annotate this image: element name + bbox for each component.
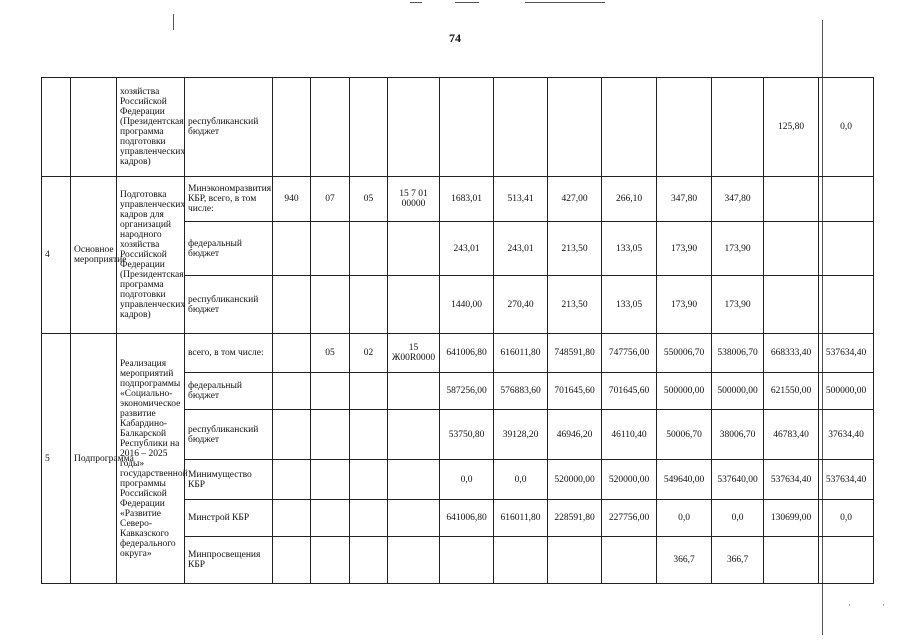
cell-value: 616011,80 [494, 500, 548, 537]
row-executor: республиканский бюджет [185, 78, 273, 177]
cell-value: 0,0 [819, 78, 874, 177]
cell-csr [388, 78, 440, 177]
cell-value: 46946,20 [548, 410, 602, 460]
cell-value: 0,0 [440, 460, 494, 500]
cell-value: 537634,40 [764, 460, 819, 500]
row-executor: федеральный бюджет [185, 222, 273, 276]
cell-value [819, 276, 874, 334]
cell-value [494, 78, 548, 177]
row-executor: республиканский бюджет [185, 410, 273, 460]
cell-value: 748591,80 [548, 334, 602, 373]
cell-value: 37634,40 [819, 410, 874, 460]
cell-grbs [273, 78, 311, 177]
row-measure-name: Реализация мероприятий подпрограммы «Социально-экономическое развитие Кабардино-Балкарской Республики на 2016 – 2025 годы» государственной программы Российской Федерации «Развитие Северо-Кавказского федерального округа» [117, 334, 185, 584]
cell-value: 550006,70 [657, 334, 712, 373]
cell-value: 520000,00 [548, 460, 602, 500]
row-executor: Минстрой КБР [185, 500, 273, 537]
cell-value [819, 177, 874, 222]
cell-value: 46783,40 [764, 410, 819, 460]
cell-rzpr: 07 [311, 177, 350, 222]
cell-value: 500000,00 [819, 373, 874, 410]
cell-value: 173,90 [657, 276, 712, 334]
cell-value: 347,80 [657, 177, 712, 222]
cell-value: 38006,70 [712, 410, 764, 460]
top-margin-mark [410, 2, 422, 3]
cell-value: 366,7 [712, 537, 764, 584]
page-number: 74 [449, 31, 461, 45]
cell-value: 213,50 [548, 222, 602, 276]
cell-grbs [273, 334, 311, 373]
cell-value: 538006,70 [712, 334, 764, 373]
cell-rzpr: 05 [311, 334, 350, 373]
cell-value [819, 222, 874, 276]
scan-specks: · [848, 600, 851, 610]
table-row [42, 177, 874, 222]
cell-value: 53750,80 [440, 410, 494, 460]
cell-value: 133,05 [602, 276, 657, 334]
cell-value: 173,90 [712, 222, 764, 276]
cell-value: 1440,00 [440, 276, 494, 334]
cell-value: 213,50 [548, 276, 602, 334]
row-measure-name: Подготовка управленческих кадров для организаций народного хозяйства Российской Федерации (Президентская программа подготовки управленческих кадров) [117, 177, 185, 334]
row-executor: всего, в том числе: [185, 334, 273, 373]
cell-value: 621550,00 [764, 373, 819, 410]
cell-value: 701645,60 [602, 373, 657, 410]
scan-specks: · [882, 600, 885, 610]
cell-value: 0,0 [657, 500, 712, 537]
cell-value: 747756,00 [602, 334, 657, 373]
cell-value [819, 537, 874, 584]
table-row [42, 334, 874, 373]
cell-value [548, 78, 602, 177]
cell-value: 173,90 [712, 276, 764, 334]
top-margin-mark [525, 2, 605, 3]
cell-value: 427,00 [548, 177, 602, 222]
cell-value: 173,90 [657, 222, 712, 276]
cell-value: 616011,80 [494, 334, 548, 373]
cell-value: 266,10 [602, 177, 657, 222]
cell-csr: 15 Ж00R0000 [388, 334, 440, 373]
cell-pr [350, 78, 388, 177]
row-executor: Минимущество КБР [185, 460, 273, 500]
cell-value: 366,7 [657, 537, 712, 584]
cell-value: 46110,40 [602, 410, 657, 460]
top-margin-mark [455, 2, 479, 3]
cell-rzpr [311, 78, 350, 177]
program-finance-table [41, 77, 874, 584]
cell-value: 0,0 [494, 460, 548, 500]
cell-value [440, 537, 494, 584]
cell-value [602, 78, 657, 177]
cell-value: 1683,01 [440, 177, 494, 222]
cell-value [712, 78, 764, 177]
row-executor: Минэкономразвития КБР, всего, в том числе: [185, 177, 273, 222]
cell-value: 587256,00 [440, 373, 494, 410]
cell-value: 537640,00 [712, 460, 764, 500]
row-status: Подпрограмма [71, 334, 117, 584]
cell-value: 513,41 [494, 177, 548, 222]
row-status: Основное мероприятие [71, 177, 117, 334]
row-measure-name: хозяйства Российской Федерации (Президентская программа подготовки управленческих кадров) [117, 78, 185, 177]
cell-value [494, 537, 548, 584]
cell-value: 701645,60 [548, 373, 602, 410]
cell-value: 641006,80 [440, 334, 494, 373]
table-row [42, 78, 874, 177]
cell-value: 227756,00 [602, 500, 657, 537]
cell-value: 50006,70 [657, 410, 712, 460]
cell-value [764, 537, 819, 584]
cell-value: 576883,60 [494, 373, 548, 410]
cell-value [764, 222, 819, 276]
cell-value: 243,01 [440, 222, 494, 276]
cell-value: 228591,80 [548, 500, 602, 537]
cell-csr: 15 7 01 00000 [388, 177, 440, 222]
cell-value: 537634,40 [819, 460, 874, 500]
cell-value [602, 537, 657, 584]
cell-value [657, 78, 712, 177]
cell-value: 130699,00 [764, 500, 819, 537]
cell-value [764, 276, 819, 334]
row-executor: федеральный бюджет [185, 373, 273, 410]
cell-value: 243,01 [494, 222, 548, 276]
cell-value: 270,40 [494, 276, 548, 334]
cell-value: 500000,00 [657, 373, 712, 410]
cell-value: 641006,80 [440, 500, 494, 537]
cell-value: 0,0 [819, 500, 874, 537]
cell-value: 39128,20 [494, 410, 548, 460]
cell-value [548, 537, 602, 584]
cell-value [440, 78, 494, 177]
cell-value: 520000,00 [602, 460, 657, 500]
cell-pr: 05 [350, 177, 388, 222]
row-executor: Минпросвещения КБР [185, 537, 273, 584]
cell-value [764, 177, 819, 222]
cell-value: 347,80 [712, 177, 764, 222]
cell-value: 125,80 [764, 78, 819, 177]
cell-value: 0,0 [712, 500, 764, 537]
row-number: 4 [42, 177, 71, 334]
row-number [42, 78, 71, 177]
cell-grbs: 940 [273, 177, 311, 222]
row-number: 5 [42, 334, 71, 584]
cell-value: 668333,40 [764, 334, 819, 373]
top-margin-mark [173, 14, 174, 30]
row-executor: республиканский бюджет [185, 276, 273, 334]
cell-value: 133,05 [602, 222, 657, 276]
cell-value: 500000,00 [712, 373, 764, 410]
cell-pr: 02 [350, 334, 388, 373]
cell-value: 537634,40 [819, 334, 874, 373]
cell-value: 549640,00 [657, 460, 712, 500]
row-status [71, 78, 117, 177]
